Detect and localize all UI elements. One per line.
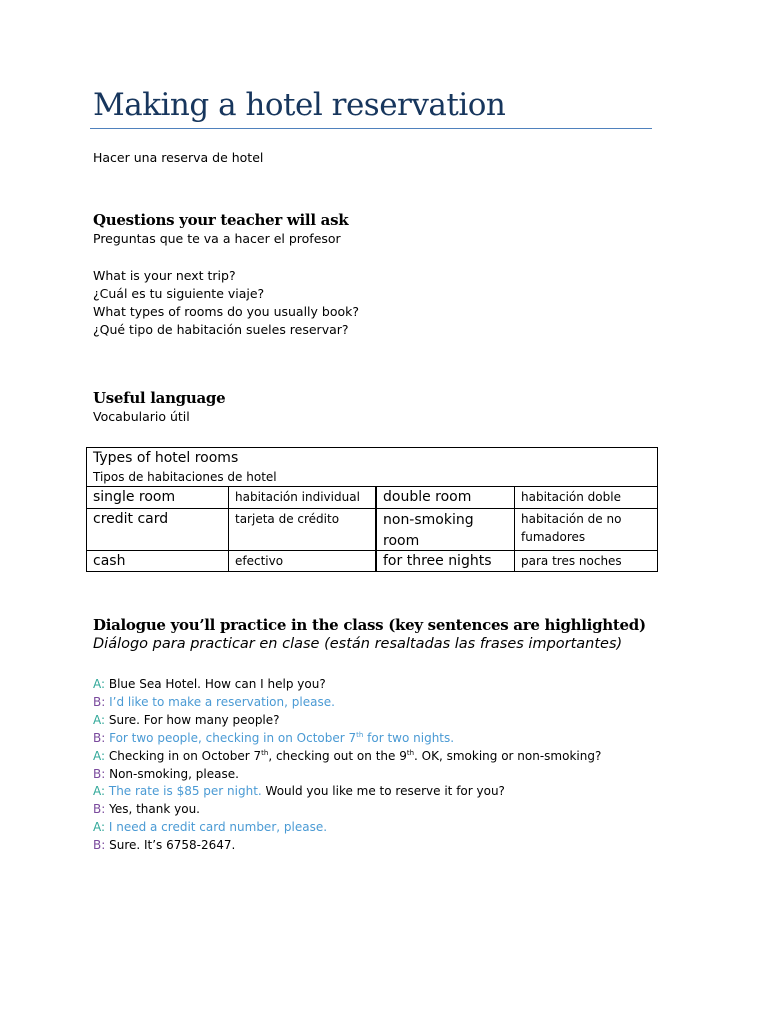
- table-cell: efectivo: [228, 550, 376, 572]
- dialogue-text: Non-smoking, please.: [105, 766, 239, 781]
- questions-heading: Questions your teacher will ask: [93, 211, 349, 229]
- dialogue-text: Checking in on October 7: [105, 748, 262, 763]
- speaker-label: A:: [93, 820, 106, 835]
- dialogue-line: [93, 693, 335, 711]
- dialogue-text: Sure. For how many people?: [105, 712, 280, 727]
- speaker-label: B:: [93, 694, 106, 709]
- speaker-label: A:: [93, 712, 106, 727]
- dialogue-line: [93, 836, 235, 854]
- table-header: Types of hotel rooms: [93, 450, 239, 466]
- dialogue-line: [93, 729, 454, 747]
- speaker-label: B:: [93, 838, 106, 853]
- speaker-label: B:: [93, 802, 106, 817]
- table-cell: habitación de no fumadores: [514, 508, 658, 551]
- table-header-es: Tipos de habitaciones de hotel: [93, 470, 277, 484]
- speaker-label: A:: [93, 677, 106, 691]
- question-line: What types of rooms do you usually book?: [93, 304, 360, 319]
- page-subtitle: Hacer una reserva de hotel: [93, 150, 264, 165]
- dialogue-heading-es: Diálogo para practicar en clase (están resaltadas las frases importantes): [93, 636, 623, 652]
- table-cell: cash: [86, 550, 229, 572]
- useful-heading-es: Vocabulario útil: [93, 409, 190, 424]
- table-cell: credit card: [86, 508, 229, 551]
- highlighted-sentence: I’d like to make a reservation, please.: [105, 694, 335, 709]
- highlighted-sentence: The rate is $85 per night.: [105, 784, 262, 799]
- dialogue-text: . OK, smoking or non-smoking?: [414, 748, 602, 763]
- dialogue-line: [93, 818, 327, 836]
- table-header-cell: [86, 447, 658, 487]
- dialogue-text: th: [261, 748, 269, 757]
- table-cell: tarjeta de crédito: [228, 508, 376, 551]
- question-line: What is your next trip?: [93, 268, 236, 283]
- dialogue-line: [93, 765, 239, 783]
- dialogue-text: Sure. It’s 6758-2647.: [105, 838, 236, 853]
- speaker-label: B:: [93, 766, 106, 781]
- page-title: Making a hotel reservation: [93, 87, 506, 123]
- useful-heading: Useful language: [93, 389, 226, 407]
- table-cell: habitación individual: [228, 486, 376, 509]
- table-cell: habitación doble: [514, 486, 658, 509]
- table-cell: single room: [86, 486, 229, 509]
- question-line: ¿Qué tipo de habitación sueles reservar?: [93, 322, 349, 337]
- dialogue-text: Yes, thank you.: [105, 802, 200, 817]
- speaker-label: B:: [93, 730, 106, 745]
- dialogue-text: , checking out on the 9: [268, 748, 407, 763]
- highlighted-sentence: th: [356, 730, 364, 739]
- table-cell: for three nights: [376, 550, 515, 572]
- dialogue-line: [93, 782, 505, 800]
- table-cell: double room: [376, 486, 515, 509]
- table-cell: non-smoking room: [376, 508, 515, 551]
- dialogue-text: Would you like me to reserve it for you?: [261, 784, 505, 799]
- dialogue-line: [93, 711, 280, 729]
- table-cell: para tres noches: [514, 550, 658, 572]
- speaker-label: A:: [93, 748, 106, 763]
- dialogue-line: [93, 675, 326, 693]
- speaker-label: A:: [93, 784, 106, 799]
- question-line: ¿Cuál es tu siguiente viaje?: [93, 286, 265, 301]
- questions-heading-es: Preguntas que te va a hacer el profesor: [93, 231, 341, 246]
- dialogue-heading: Dialogue you’ll practice in the class (key sentences are highlighted): [93, 616, 646, 634]
- highlighted-sentence: For two people, checking in on October 7: [105, 730, 357, 745]
- dialogue-text: Blue Sea Hotel. How can I help you?: [105, 677, 326, 691]
- highlighted-sentence: for two nights.: [363, 730, 455, 745]
- title-underline: [90, 128, 652, 129]
- vocabulary-table: [86, 447, 658, 572]
- dialogue-line: [93, 747, 601, 765]
- dialogue-text: th: [406, 748, 415, 757]
- highlighted-sentence: I need a credit card number, please.: [105, 820, 328, 835]
- dialogue-line: [93, 800, 200, 818]
